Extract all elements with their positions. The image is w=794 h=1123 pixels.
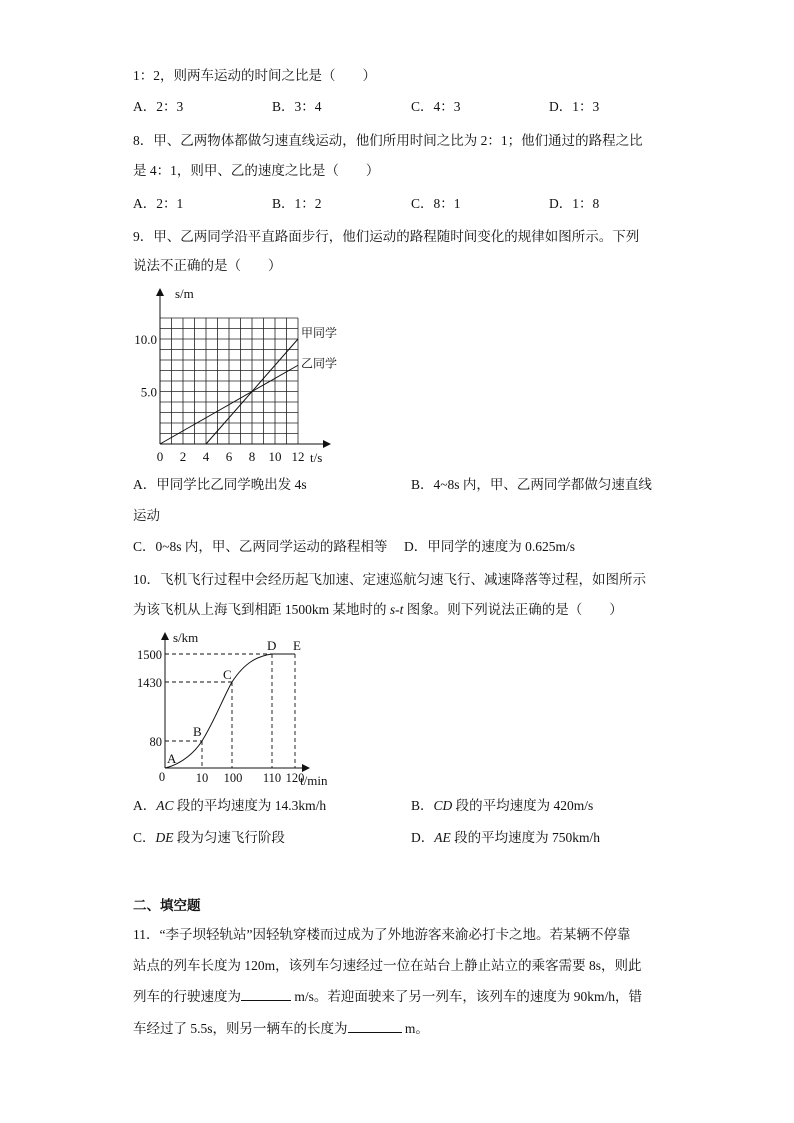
- q7-option-b: B．3：4: [272, 99, 322, 114]
- q10-option-c: [133, 829, 285, 847]
- segment-name: DE: [155, 830, 174, 845]
- x-tick-label: 0: [156, 449, 164, 464]
- point-label-e: E: [293, 638, 301, 653]
- answer-blank-2[interactable]: [348, 1020, 402, 1033]
- q7-option-a: A．2：3: [133, 99, 184, 114]
- option-text: 段为匀速飞行阶段: [173, 830, 285, 845]
- x-axis-label: t/s: [310, 450, 323, 465]
- x-tick-100: 100: [223, 771, 243, 785]
- q10-option-d: [411, 829, 600, 847]
- segment-name: AE: [434, 830, 451, 845]
- section-title: 二、填空题: [133, 898, 201, 913]
- q11-text: 车经过了 5.5s，则另一辆车的长度为: [133, 1021, 348, 1036]
- q9-st-graph: [120, 280, 360, 470]
- point-label-d: D: [267, 638, 277, 653]
- q8-option-b: B．1：2: [272, 196, 322, 211]
- y-axis-arrow-icon: [161, 632, 169, 640]
- y-tick-1500: 1500: [137, 648, 162, 662]
- x-tick-label: 6: [225, 449, 233, 464]
- grid: [160, 318, 298, 444]
- q9-stem-line1: 9．甲、乙两同学沿平直路面步行，他们运动的路程随时间变化的规律如图所示。下列: [133, 229, 640, 244]
- q9-option-a: A．甲同学比乙同学晚出发 4s: [133, 477, 307, 492]
- q10-stem-text-end: 图象。则下列说法正确的是（ ）: [403, 602, 623, 617]
- q10-st-term: s-t: [389, 602, 404, 617]
- x-tick-label: 2: [179, 449, 187, 464]
- series-label-jia: 甲同学: [301, 326, 338, 340]
- q9-option-b-cont: 运动: [133, 508, 160, 523]
- y-tick-label: 5.0: [140, 384, 157, 400]
- q11-stem-line2: 站点的列车长度为 120m，该列车匀速经过一位在站台上静止站立的乘客需要 8s，则此: [133, 958, 642, 973]
- point-label-a: A: [167, 751, 177, 766]
- q10-stem-text: 为该飞机从上海飞到相距 1500km 某地时的: [133, 602, 390, 617]
- q8-option-a: A．2：1: [133, 196, 184, 211]
- y-tick-label: 10.0: [134, 332, 157, 347]
- segment-name: CD: [433, 798, 453, 813]
- q7-option-d: D．1：3: [549, 99, 600, 114]
- q9-option-c: C．0~8s 内，甲、乙两同学运动的路程相等: [133, 539, 388, 554]
- x-tick-label: 12: [291, 449, 305, 464]
- q8-stem-line1: 8．甲、乙两物体都做匀速直线运动，他们所用时间之比为 2：1；他们通过的路程之比: [133, 133, 643, 148]
- q11-text: m/s。若迎面驶来了另一列车，该列车的速度为 90km/h，错: [291, 989, 643, 1004]
- x-tick-10: 10: [195, 771, 209, 785]
- q8-stem-line2: 是 4：1，则甲、乙的速度之比是（ ）: [133, 163, 380, 178]
- q9-stem-line2: 说法不正确的是（ ）: [133, 258, 282, 273]
- x-tick-120: 120: [285, 771, 305, 785]
- x-tick-110: 110: [262, 771, 282, 785]
- y-axis-label: s/m: [175, 286, 194, 301]
- q10-stem-line2: [133, 601, 623, 619]
- point-label-b: B: [193, 724, 202, 739]
- option-prefix: D．: [411, 830, 435, 845]
- q9-option-d: D．甲同学的速度为 0.625m/s: [404, 539, 576, 554]
- option-prefix: C．: [133, 830, 156, 845]
- option-prefix: B．: [411, 798, 434, 813]
- q8-option-d: D．1：8: [549, 196, 600, 211]
- q11-stem-line1: 11．“李子坝轻轨站”因轻轨穿楼而过成为了外地游客来渝必打卡之地。若某辆不停靠: [133, 927, 631, 942]
- q9-option-b: B．4~8s 内，甲、乙两同学都做匀速直线: [411, 477, 652, 492]
- curve-abcd: [165, 654, 272, 768]
- q10-stem-line1: 10．飞机飞行过程中会经历起飞加速、定速巡航匀速飞行、减速降落等过程，如图所示: [133, 572, 646, 587]
- q11-text: 列车的行驶速度为: [133, 989, 241, 1004]
- q8-option-c: C．8：1: [411, 196, 461, 211]
- x-tick-label: 8: [248, 449, 256, 464]
- q10-option-a: [133, 797, 326, 815]
- option-text: 段的平均速度为 750km/h: [450, 830, 601, 845]
- point-label-c: C: [223, 667, 232, 682]
- y-tick-1430: 1430: [137, 676, 162, 690]
- q11-stem-line4: [133, 1020, 429, 1038]
- segment-name: AC: [156, 798, 174, 813]
- y-axis-arrow-icon: [156, 288, 164, 296]
- x-axis-arrow-icon: [323, 440, 331, 448]
- x-axis-label: t/min: [300, 773, 328, 788]
- series-label-yi: 乙同学: [301, 356, 338, 371]
- x-tick-0: 0: [158, 770, 166, 784]
- option-text: 段的平均速度为 420m/s: [452, 798, 594, 813]
- q11-stem-line3: [133, 988, 642, 1006]
- q7-option-c: C．4：3: [411, 99, 461, 114]
- q7-stem: 1：2，则两车运动的时间之比是（ ）: [133, 68, 376, 83]
- y-axis-label: s/km: [173, 630, 199, 645]
- q10-option-b: [411, 797, 593, 815]
- x-tick-label: 10: [268, 449, 282, 464]
- answer-blank-1[interactable]: [241, 988, 291, 1001]
- y-tick-80: 80: [149, 735, 162, 749]
- option-prefix: A．: [133, 798, 157, 813]
- q10-st-graph: [120, 620, 360, 790]
- q11-text: m。: [401, 1021, 429, 1036]
- option-text: 段的平均速度为 14.3km/h: [173, 798, 327, 813]
- x-tick-label: 4: [202, 449, 210, 464]
